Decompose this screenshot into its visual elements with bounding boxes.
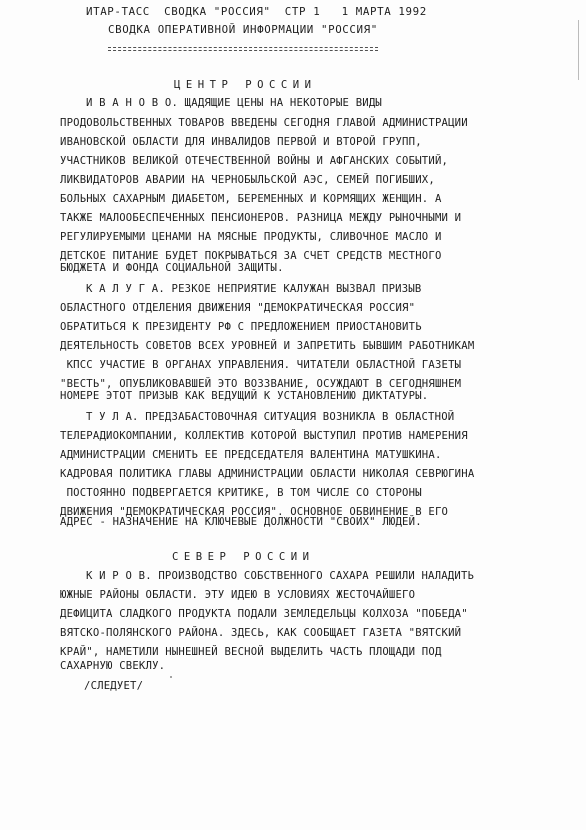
text-line: Т У Л А. ПРЕДЗАБАСТОВОЧНАЯ СИТУАЦИЯ ВОЗНИКЛА В ОБЛАСТНОЙ xyxy=(86,411,455,423)
text-line: АДМИНИСТРАЦИИ СМЕНИТЬ ЕЕ ПРЕДСЕДАТЕЛЯ ВАЛЕНТИНА МАТУШКИНА. xyxy=(60,449,442,461)
text-line: БОЛЬНЫХ САХАРНЫМ ДИАБЕТОМ, БЕРЕМЕННЫХ И КОРМЯЩИХ ЖЕНЩИН. А xyxy=(60,193,442,205)
text-line: ТЕЛЕРАДИОКОМПАНИИ, КОЛЛЕКТИВ КОТОРОЙ ВЫСТУПИЛ ПРОТИВ НАМЕРЕНИЯ xyxy=(60,430,468,442)
text-line: ИВАНОВСКОЙ ОБЛАСТИ ДЛЯ ИНВАЛИДОВ ПЕРВОЙ И ВТОРОЙ ГРУПП, xyxy=(60,136,422,148)
header-divider xyxy=(108,47,378,51)
text-line: ЮЖНЫЕ РАЙОНЫ ОБЛАСТИ. ЭТУ ИДЕЮ В УСЛОВИЯХ ЖЕСТОЧАЙШЕГО xyxy=(60,589,416,601)
text-line: АДРЕС - НАЗНАЧЕНИЕ НА КЛЮЧЕВЫЕ ДОЛЖНОСТИ "СВОИХ" ЛЮДЕЙ. xyxy=(60,516,422,528)
text-line: К И Р О В. ПРОИЗВОДСТВО СОБСТВЕННОГО САХАРА РЕШИЛИ НАЛАДИТЬ xyxy=(86,570,475,582)
text-line: КРАЙ", НАМЕТИЛИ НЫНЕШНЕЙ ВЕСНОЙ ВЫДЕЛИТЬ ЧАСТЬ ПЛОЩАДИ ПОД xyxy=(60,646,442,658)
text-line: ЛИКВИДАТОРОВ АВАРИИ НА ЧЕРНОБЫЛЬСКОЙ АЭС, СЕМЕЙ ПОГИБШИХ, xyxy=(60,174,435,186)
text-line: ДЕЯТЕЛЬНОСТЬ СОВЕТОВ ВСЕХ УРОВНЕЙ И ЗАПРЕТИТЬ БЫВШИМ РАБОТНИКАМ xyxy=(60,340,475,352)
text-line: ПОСТОЯННО ПОДВЕРГАЕТСЯ КРИТИКЕ, В ТОМ ЧИСЛЕ СО СТОРОНЫ xyxy=(60,487,422,499)
text-line: БЮДЖЕТА И ФОНДА СОЦИАЛЬНОЙ ЗАЩИТЫ. xyxy=(60,262,284,274)
text-line: ДЕТСКОЕ ПИТАНИЕ БУДЕТ ПОКРЫВАТЬСЯ ЗА СЧЕТ СРЕДСТВ МЕСТНОГО xyxy=(60,250,442,262)
text-line: ОБРАТИТЬСЯ К ПРЕЗИДЕНТУ РФ С ПРЕДЛОЖЕНИЕМ ПРИОСТАНОВИТЬ xyxy=(60,321,422,333)
text-line: ДЕФИЦИТА СЛАДКОГО ПРОДУКТА ПОДАЛИ ЗЕМЛЕДЕЛЬЦЫ КОЛХОЗА "ПОБЕДА" xyxy=(60,608,468,620)
text-line: САХАРНУЮ СВЕКЛУ. xyxy=(60,660,166,672)
text-line: ТАКЖЕ МАЛООБЕСПЕЧЕННЫХ ПЕНСИОНЕРОВ. РАЗНИЦА МЕЖДУ РЫНОЧНЫМИ И xyxy=(60,212,462,224)
text-line: И В А Н О В О. ЩАДЯЩИЕ ЦЕНЫ НА НЕКОТОРЫЕ ВИДЫ xyxy=(86,97,383,109)
header-line-2: СВОДКА ОПЕРАТИВНОЙ ИНФОРМАЦИИ "РОССИЯ" xyxy=(108,23,378,36)
text-line: УЧАСТНИКОВ ВЕЛИКОЙ ОТЕЧЕСТВЕННОЙ ВОЙНЫ И АФГАНСКИХ СОБЫТИЙ, xyxy=(60,155,449,167)
text-line: ПРОДОВОЛЬСТВЕННЫХ ТОВАРОВ ВВЕДЕНЫ СЕГОДНЯ ГЛАВОЙ АДМИНИСТРАЦИИ xyxy=(60,117,468,129)
text-line: ВЯТСКО-ПОЛЯНСКОГО РАЙОНА. ЗДЕСЬ, КАК СООБЩАЕТ ГАЗЕТА "ВЯТСКИЙ xyxy=(60,627,462,639)
text-line: К А Л У Г А. РЕЗКОЕ НЕПРИЯТИЕ КАЛУЖАН ВЫЗВАЛ ПРИЗЫВ xyxy=(86,283,422,295)
text-line: "ВЕСТЬ", ОПУБЛИКОВАВШЕЙ ЭТО ВОЗЗВАНИЕ, ОСУЖДАЮТ В СЕГОДНЯШНЕМ xyxy=(60,378,462,390)
text-line: РЕГУЛИРУЕМЫМИ ЦЕНАМИ НА МЯСНЫЕ ПРОДУКТЫ, СЛИВОЧНОЕ МАСЛО И xyxy=(60,231,442,243)
scan-speck xyxy=(170,676,172,678)
text-line: НОМЕРЕ ЭТОТ ПРИЗЫВ КАК ВЕДУЩИЙ К УСТАНОВЛЕНИЮ ДИКТАТУРЫ. xyxy=(60,390,429,402)
section-title-center: ЦЕНТР РОССИИ xyxy=(174,79,317,91)
header-line-1: ИТАР-ТАСС СВОДКА "РОССИЯ" СТР 1 1 МАРТА 1992 xyxy=(86,5,427,18)
text-line: КАДРОВАЯ ПОЛИТИКА ГЛАВЫ АДМИНИСТРАЦИИ ОБЛАСТИ НИКОЛАЯ СЕВРЮГИНА xyxy=(60,468,475,480)
text-line: ОБЛАСТНОГО ОТДЕЛЕНИЯ ДВИЖЕНИЯ "ДЕМОКРАТИЧЕСКАЯ РОССИЯ" xyxy=(60,302,416,314)
section-title-north: СЕВЕР РОССИИ xyxy=(172,551,315,563)
text-line: КПСС УЧАСТИЕ В ОРГАНАХ УПРАВЛЕНИЯ. ЧИТАТЕЛИ ОБЛАСТНОЙ ГАЗЕТЫ xyxy=(60,359,462,371)
text-line: ДВИЖЕНИЯ "ДЕМОКРАТИЧЕСКАЯ РОССИЯ". ОСНОВНОЕ ОБВИНЕНИЕ В ЕГО xyxy=(60,506,449,518)
scan-edge-mark xyxy=(578,20,579,80)
continued-note: /СЛЕДУЕТ/ xyxy=(84,680,144,692)
